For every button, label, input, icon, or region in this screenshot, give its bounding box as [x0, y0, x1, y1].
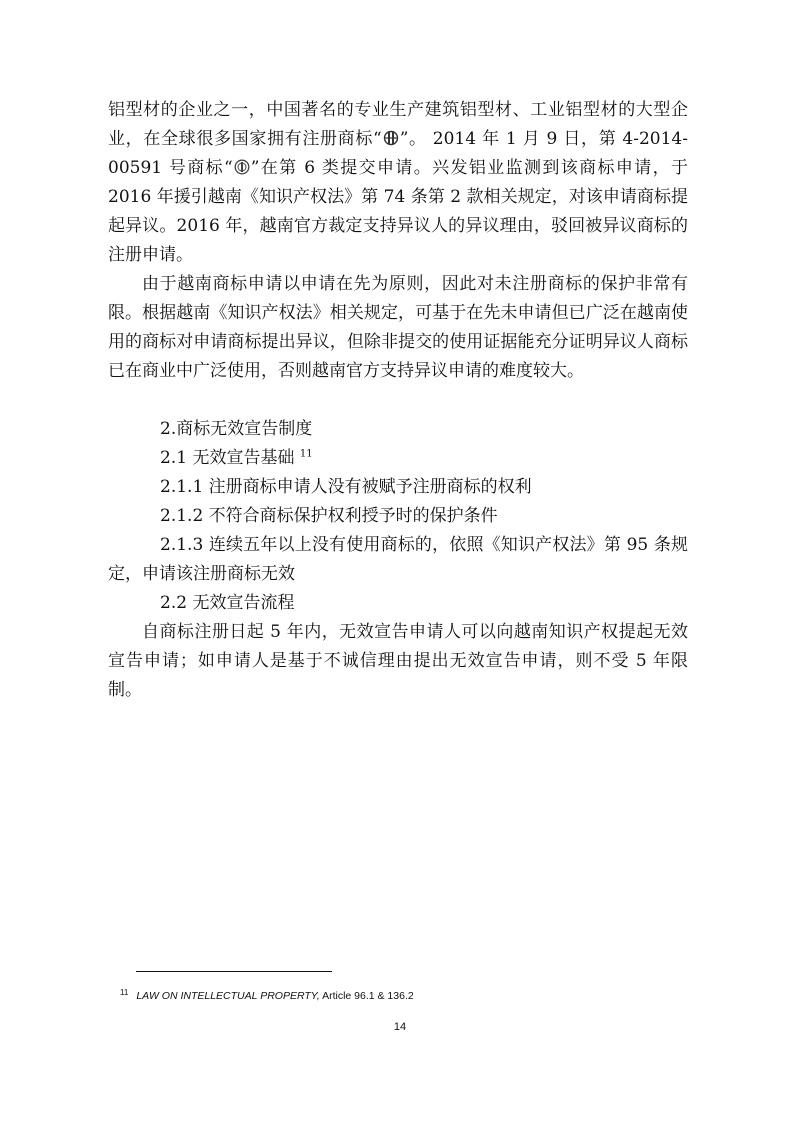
section-heading-2-2: 2.2 无效宣告流程	[160, 593, 295, 613]
footnote-reference[interactable]: 11	[299, 448, 313, 460]
spacer	[108, 386, 688, 415]
footnote	[120, 987, 720, 1002]
list-item-2-1-3: 2.1.3 连续五年以上没有使用商标的，依照《知识产权法》第 95 条规定，申请该注册商标无效	[108, 535, 688, 584]
list-item-2-1-2: 2.1.2 不符合商标保护权利授予时的保护条件	[160, 506, 498, 526]
section-heading-2-1	[108, 444, 688, 473]
page-number: 14	[393, 1021, 407, 1033]
paragraph-text: ”。 2014 年 1 月 9 日，第 4-2014-00591 号商标“	[108, 129, 688, 178]
body-text	[108, 96, 688, 705]
xingfa-logo-icon	[383, 130, 399, 146]
footnote-citation: Article 96.1 & 136.2	[319, 990, 414, 1002]
list-item-2-1-1: 2.1.1 注册商标申请人没有被赋予注册商标的权利	[160, 477, 532, 497]
paragraph-unregistered-protection: 由于越南商标申请以申请在先为原则，因此对未注册商标的保护非常有限。根据越南《知识产权法》相关规定，可基于在先未申请但已广泛在越南使用的商标对申请商标提出异议，但除非提交的使用证据能充分证明异议人商标已在商业中广泛使用，否则越南官方支持异议申请的难度较大。	[108, 274, 688, 381]
footnote-number: 11	[120, 987, 129, 997]
paragraph-invalidation-process: 自商标注册日起 5 年内，无效宣告申请人可以向越南知识产权提起无效宣告申请；如申请人是基于不诚信理由提出无效宣告申请，则不受 5 年限制。	[108, 622, 688, 700]
paragraph-text: ”在第 6 类提交申请。兴发铝业监测到该商标申请，于 2016 年援引越南《知识产权法》第 74 条第 2 款相关规定，对该申请商标提起异议。2016 年，越南官方裁定支持异议人的异议理由，驳回被异议商标的注册申请。	[108, 158, 688, 265]
heading-text: 2.1 无效宣告基础	[160, 448, 295, 468]
paragraph-text: 铝型材的企业之一，中国著名的专业生产建筑铝型材、工业铝型材的大型企业，在全球很多国家拥有注册商标“	[108, 100, 688, 149]
section-heading-2: 2.商标无效宣告制度	[160, 419, 313, 439]
paragraph-case-description	[108, 96, 688, 270]
footnote-separator	[136, 971, 332, 972]
opposed-logo-icon	[234, 159, 250, 175]
footnote-title: LAW ON INTELLECTUAL PROPERTY,	[136, 990, 320, 1002]
